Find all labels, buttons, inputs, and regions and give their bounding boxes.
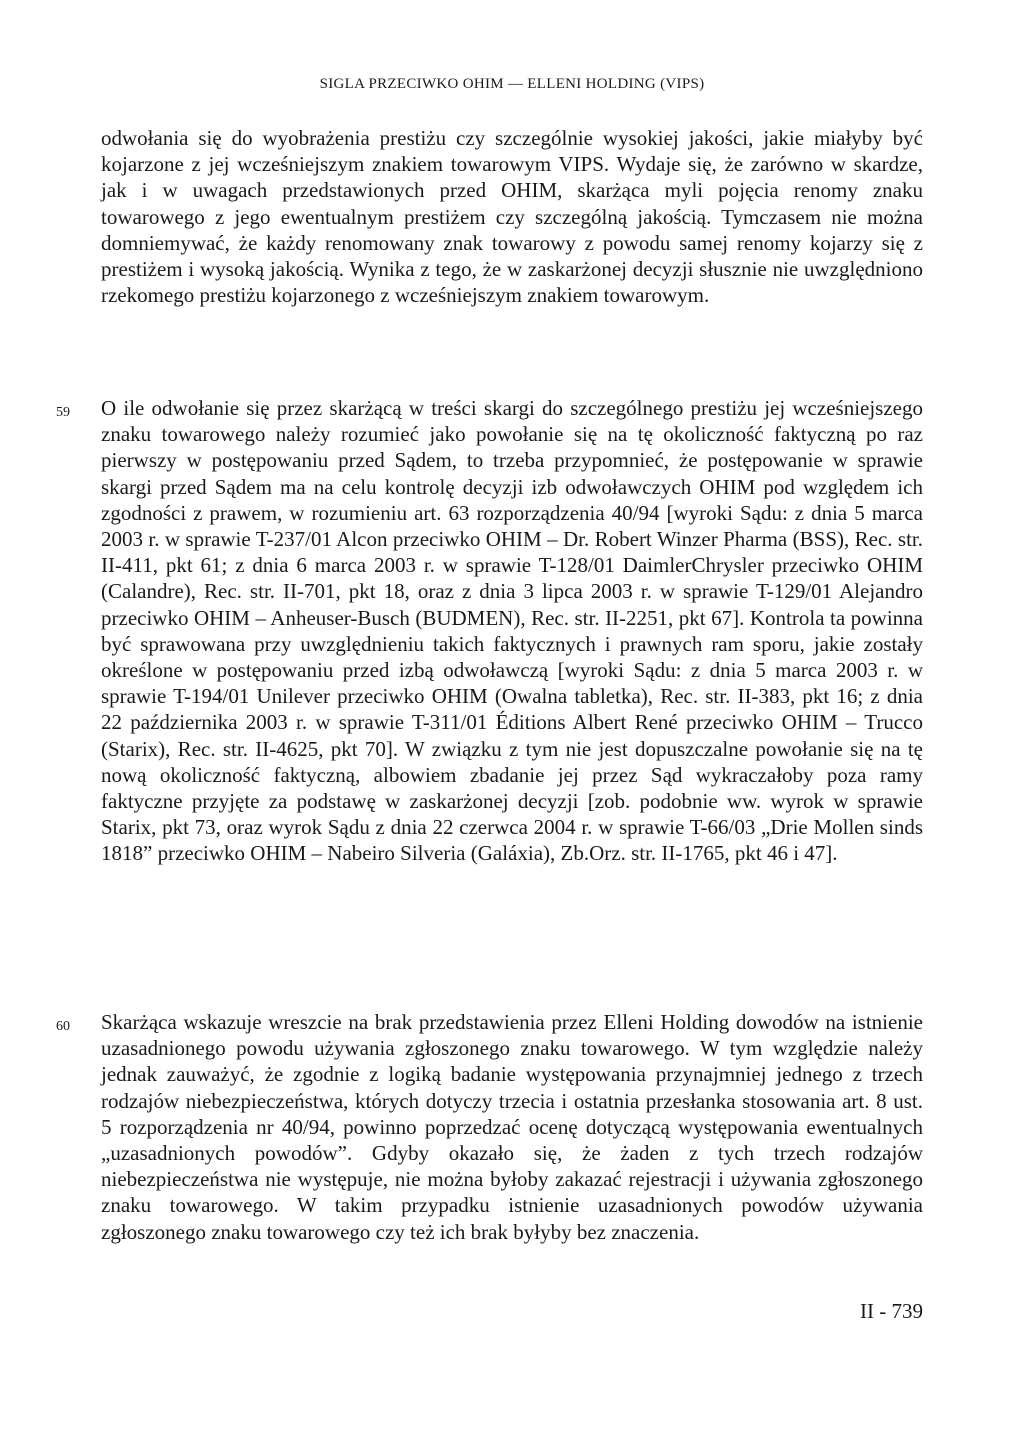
running-header: SIGLA PRZECIWKO OHIM — ELLENI HOLDING (VIPS) <box>319 76 705 92</box>
paragraph-number-60: 60 <box>56 1019 70 1034</box>
paragraph-number-59: 59 <box>56 405 70 420</box>
paragraph-59: O ile odwołanie się przez skarżącą w treści skargi do szczególnego prestiżu jej wcześniejszego znaku towarowego należy rozumieć jako powołanie się na tę okoliczność faktyczną po raz pierwszy w postępowaniu przed Sądem, to trzeba przypomnieć, że postępowanie w sprawie skargi przed Sądem ma na celu kontrolę decyzji izb odwoławczych OHIM pod względem ich zgodności z prawem, w rozumieniu art. 63 rozporządzenia 40/94 [wyroki Sądu: z dnia 5 marca 2003 r. w sprawie T-237/01 Alcon przeciwko OHIM – Dr. Robert Winzer Pharma (BSS), Rec. str. II-411, pkt 61; z dnia 6 marca 2003 r. w sprawie T-128/01 DaimlerChrysler przeciwko OHIM (Calandre), Rec. str. II-701, pkt 18, oraz z dnia 3 lipca 2003 r. w sprawie T-129/01 Alejandro przeciwko OHIM – Anheuser-Busch (BUDMEN), Rec. str. II-2251, pkt 67]. Kontrola ta powinna być sprawowana przy uwzględnieniu takich faktycznych i prawnych ram sporu, jakie zostały określone w postępowaniu przed izbą odwoławczą [wyroki Sądu: z dnia 5 marca 2003 r. w sprawie T-194/01 Unilever przeciwko OHIM (Owalna tabletka), Rec. str. II-383, pkt 16; z dnia 22 października 2003 r. w sprawie T-311/01 Éditions Albert René przeciwko OHIM – Trucco (Starix), Rec. str. II-4625, pkt 70]. W związku z tym nie jest dopuszczalne powołanie się na tę nową okoliczność faktyczną, albowiem zbadanie jej przez Sąd wykraczałoby poza ramy faktyczne przyjęte za podstawę w zaskarżonej decyzji [zob. podobnie ww. wyrok w sprawie Starix, pkt 73, oraz wyrok Sądu z dnia 22 czerwca 2004 r. w sprawie T-66/03 „Drie Mollen sinds 1818” przeciwko OHIM – Nabeiro Silveria (Galáxia), Zb.Orz. str. II-1765, pkt 46 i 47]. <box>101 396 923 866</box>
paragraph-continuation: odwołania się do wyobrażenia prestiżu czy szczególnie wysokiej jakości, jakie miałyby być kojarzone z jej wcześniejszym znakiem towarowym VIPS. Wydaje się, że zarówno w skardze, jak i w uwagach przedstawionych przed OHIM, skarżąca myli pojęcia renomy znaku towarowego z jego ewentualnym prestiżem czy szczególną jakością. Tymczasem nie można domniemywać, że każdy renomowany znak towarowy z powodu samej renomy kojarzy się z prestiżem i wysoką jakością. Wynika z tego, że w zaskarżonej decyzji słusznie nie uwzględniono rzekomego prestiżu kojarzonego z wcześniejszym znakiem towarowym. <box>101 126 923 308</box>
paragraph-60: Skarżąca wskazuje wreszcie na brak przedstawienia przez Elleni Holding dowodów na istnienie uzasadnionego powodu używania zgłoszonego znaku towarowego. W tym względzie należy jednak zauważyć, że zgodnie z logiką badanie występowania przynajmniej jednego z trzech rodzajów niebezpieczeństwa, których dotyczy trzecia i ostatnia przesłanka stosowania art. 8 ust. 5 rozporządzenia nr 40/94, powinno poprzedzać ocenę dotyczącą występowania ewentualnych „uzasadnionych powodów”. Gdyby okazało się, że żaden z tych trzech rodzajów niebezpieczeństwa nie występuje, nie można byłoby zakazać rejestracji i używania zgłoszonego znaku towarowego. W takim przypadku istnienie uzasadnionych powodów używania zgłoszonego znaku towarowego czy też ich brak byłyby bez znaczenia. <box>101 1010 923 1244</box>
page-number: II - 739 <box>860 1299 923 1323</box>
